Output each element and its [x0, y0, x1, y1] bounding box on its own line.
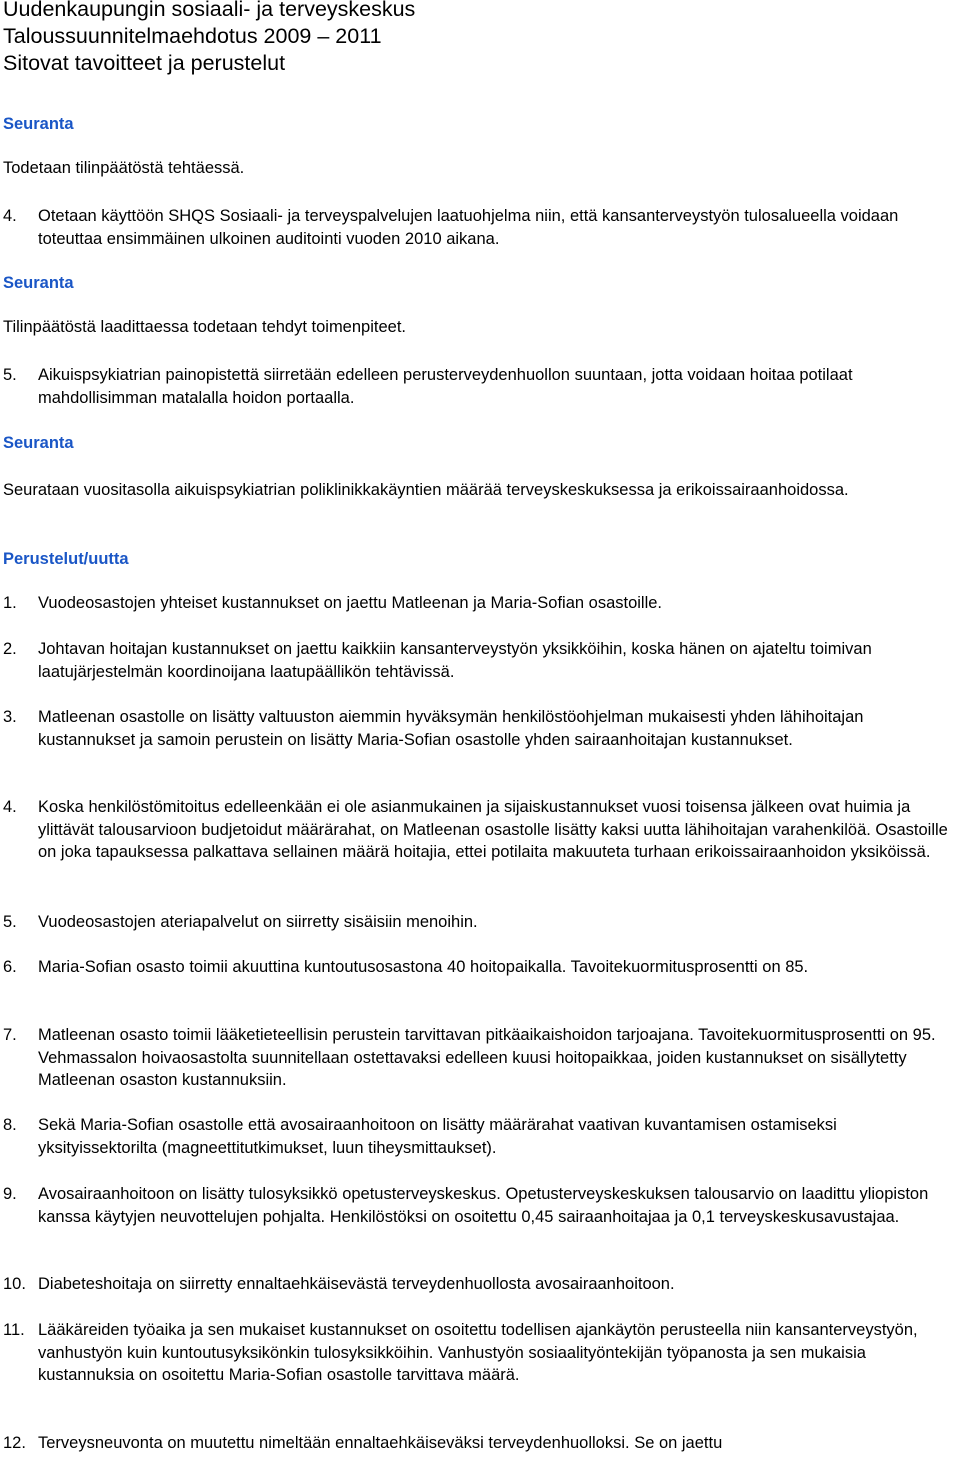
seuranta-text: Seurataan vuositasolla aikuispsykiatrian poliklinikkakäyntien määrää terveyskeskuksessa ja erikoissairaanhoidossa. — [3, 481, 849, 499]
list-item-text: Maria-Sofian osasto toimii akuuttina kuntoutusosastona 40 hoitopaikalla. Tavoitekuormitusprosentti on 85. — [38, 958, 809, 976]
seuranta-text: Todetaan tilinpäätöstä tehtäessä. — [3, 159, 245, 177]
list-item-number: 2. — [3, 640, 17, 658]
list-item-text: Diabeteshoitaja on siirretty ennaltaehkäisevästä terveydenhuollosta avosairaanhoitoon. — [38, 1275, 675, 1293]
list-item-text: Avosairaanhoitoon on lisätty tulosyksikkö opetusterveyskeskus. Opetusterveyskeskuksen talousarvio on laadittu yliopiston kanssa käytyjen neuvottelujen pohjalta. Henkilöstöksi on osoitettu 0,45 sairaanhoitajaa ja 0,1 terveyskeskusavustajaa. — [38, 1185, 929, 1226]
list-item-number: 1. — [3, 594, 17, 612]
header-organization: Uudenkaupungin sosiaali- ja terveyskeskus — [3, 0, 416, 21]
list-item — [3, 1024, 958, 1092]
list-item-text: Matleenan osasto toimii lääketieteellisin perustein tarvittavan pitkäaikaishoidon tarjoajana. Tavoitekuormitusprosentti on 95. Vehmassalon hoivaosastolta suunnitellaan ostettavaksi edelleen kuusi hoitopaikkaa, joiden kustannukset on sisällytetty Matleenan osaston kustannuksiin. — [38, 1026, 936, 1090]
goal-text: Otetaan käyttöön SHQS Sosiaali- ja terveyspalvelujen laatuohjelma niin, että kansanterveystyön tulosalueella voidaan toteuttaa ensimmäinen ulkoinen auditointi vuoden 2010 aikana. — [38, 207, 899, 248]
header-plan-title: Taloussuunnitelmaehdotus 2009 – 2011 — [3, 24, 382, 48]
list-item — [3, 1114, 958, 1159]
list-item — [3, 1273, 958, 1296]
list-item — [3, 592, 958, 615]
goal-text: Aikuispsykiatrian painopistettä siirretään edelleen perusterveydenhuollon suuntaan, jotta voidaan hoitaa potilaat mahdollisimman matalalla hoidon portaalla. — [38, 366, 853, 407]
list-item-text: Vuodeosastojen yhteiset kustannukset on jaettu Matleenan ja Maria-Sofian osastoille. — [38, 594, 663, 612]
list-item-number: 4. — [3, 798, 17, 816]
list-item-text: Johtavan hoitajan kustannukset on jaettu kaikkiin kansanterveystyön yksikköihin, koska hänen on ajateltu toimivan laatujärjestelmän koordinoijana laatupäällikön tehtävissä. — [38, 640, 872, 681]
list-item-text: Matleenan osastolle on lisätty valtuuston aiemmin hyväksymän henkilöstöohjelman mukaisesti yhden lähihoitajan kustannukset ja samoin perustein on lisätty Maria-Sofian osastolle yhden sairaanhoitajan kustannukset. — [38, 708, 864, 749]
list-item-text: Lääkäreiden työaika ja sen mukaiset kustannukset on osoitettu todellisen ajankäytön perusteella niin kansanterveystyön, vanhustyön kuin kuntoutusyksikönkin tulosyksikköihin. Vanhustyön sosiaalityöntekijän työpanosta ja sen mukaisia kustannuksia on osoitettu Maria-Sofian osastolle tarvittava määrä. — [38, 1321, 918, 1385]
list-item — [3, 1319, 958, 1387]
goal-number: 4. — [3, 207, 17, 225]
list-item-text: Terveysneuvonta on muutettu nimeltään ennaltaehkäiseväksi terveydenhuolloksi. Se on jaettu — [38, 1434, 723, 1452]
seuranta-heading: Seuranta — [3, 274, 74, 292]
seuranta-text: Tilinpäätöstä laadittaessa todetaan tehdyt toimenpiteet. — [3, 318, 406, 336]
list-item-number: 12. — [3, 1434, 26, 1452]
list-item-number: 7. — [3, 1026, 17, 1044]
list-item-text: Sekä Maria-Sofian osastolle että avosairaanhoitoon on lisätty määrärahat vaativan kuvantamisen ostamiseksi yksityissektorilta (magneettitutkimukset, luun tiheysmittaukset). — [38, 1116, 837, 1157]
list-item-number: 10. — [3, 1275, 26, 1293]
perustelut-heading: Perustelut/uutta — [3, 550, 129, 568]
goal-item — [3, 364, 958, 409]
goal-item — [3, 205, 958, 250]
list-item — [3, 638, 958, 683]
list-item-number: 9. — [3, 1185, 17, 1203]
list-item-number: 3. — [3, 708, 17, 726]
list-item-text: Vuodeosastojen ateriapalvelut on siirretty sisäisiin menoihin. — [38, 913, 478, 931]
list-item — [3, 1432, 958, 1455]
list-item — [3, 706, 958, 751]
header-subtitle: Sitovat tavoitteet ja perustelut — [3, 51, 286, 75]
list-item-number: 6. — [3, 958, 17, 976]
document-header — [3, 0, 415, 77]
list-item — [3, 911, 958, 934]
list-item — [3, 1183, 958, 1228]
list-item — [3, 956, 958, 979]
goal-number: 5. — [3, 366, 17, 384]
list-item-number: 11. — [3, 1321, 25, 1339]
list-item-number: 5. — [3, 913, 17, 931]
section-seuranta-1 — [3, 113, 958, 135]
list-item-text: Koska henkilöstömitoitus edelleenkään ei ole asianmukainen ja sijaiskustannukset vuosi toisensa jälkeen ovat huimia ja ylittävät talousarvioon budjetoidut määrärahat, on Matleenan osastolle lisätty kaksi uutta lähihoitajan varahenkilöä. Osastoille on joka tapauksessa palkattava sellainen määrä hoitajia, ettei potilaita makuuteta turhaan erikoissairaanhoidon yksiköissä. — [38, 798, 948, 862]
list-item-number: 8. — [3, 1116, 17, 1134]
seuranta-heading: Seuranta — [3, 115, 74, 133]
list-item — [3, 796, 958, 864]
seuranta-heading: Seuranta — [3, 434, 74, 452]
